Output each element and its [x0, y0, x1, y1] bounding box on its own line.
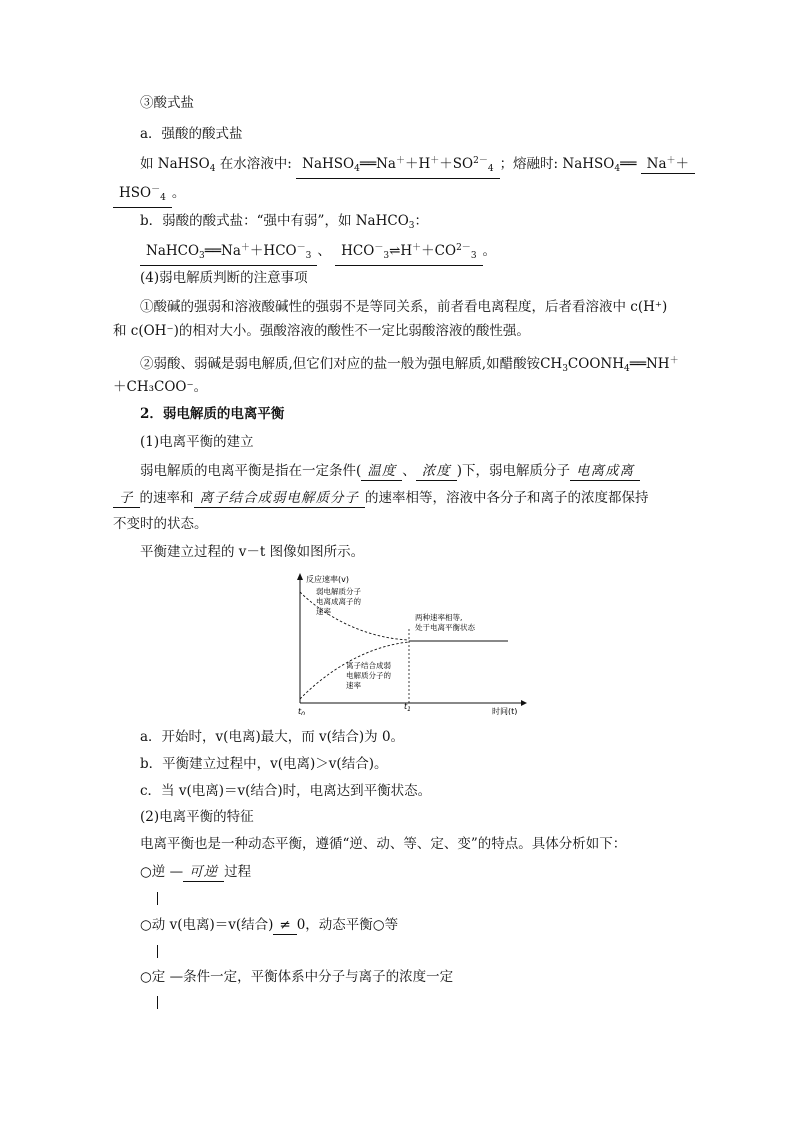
equation-hso4-line: $HSO^-_4$ 。	[113, 182, 185, 208]
subheading-features: (2)电离平衡的特征	[140, 809, 254, 825]
paragraph-chart-intro: 平衡建立过程的 v－t 图像如图所示。	[140, 544, 365, 560]
annotation-ionization-1: 弱电解质分子	[316, 587, 361, 596]
paragraph-definition-line1: 弱电解质的电离平衡是指在一定条件( 温度 、 浓度 )下，弱电解质分子 电离成离	[140, 461, 640, 481]
annotation-ionization-3: 速率	[316, 607, 331, 616]
paragraph-note1-line1: ①酸碱的强弱和溶液酸碱性的强弱不是等同关系，前者看电离程度，后者看溶液中 c(H⁺)	[140, 299, 668, 315]
paragraph-note2-line2: ＋CH₃COO⁻。	[113, 379, 208, 395]
answer-blank-ionize-cont: 子	[113, 490, 140, 508]
paragraph-definition-line3: 不变时的状态。	[113, 516, 208, 532]
point-c: c．当 v(电离)＝v(结合)时，电离达到平衡状态。	[140, 783, 432, 799]
tick-t1: $t_1$	[404, 702, 411, 713]
connector-1	[157, 892, 158, 905]
answer-blank-reversible: 可逆	[183, 864, 224, 882]
equation-nahco3: $NaHCO_3══Na^++HCO^-_3$ 、 $HCO^-_3\rightleftharpoons H^++CO^{2-}_3$ 。	[140, 240, 496, 266]
annotation-ionization-2: 电离成离子的	[316, 597, 361, 606]
annotation-equal-2: 处于电离平衡状态	[415, 623, 475, 632]
y-axis-arrow	[297, 573, 303, 580]
item-weak-acid-salt: b．弱酸的酸式盐：“强中有弱”，如 NaHCO$_3$：	[140, 213, 429, 231]
answer-blank-1: $NaHSO_4══Na^++H^++SO^{2-}_4$	[296, 153, 499, 179]
answer-blank-2: Na＋＋	[641, 153, 695, 174]
equation-nahso4: 如 NaHSO$_4$ 在水溶液中: $NaHSO_4══Na^++H^++SO^{2-}_4$ ；熔融时: NaHSO$_4$══ Na＋＋	[140, 153, 695, 179]
section-heading-2: 2．弱电解质的电离平衡	[140, 406, 285, 422]
item-strong-acid-salt: a．强酸的酸式盐	[140, 126, 243, 142]
paragraph-note1-line2: 和 c(OH⁻)的相对大小。强酸溶液的酸性不一定比弱酸溶液的酸性强。	[113, 323, 530, 339]
answer-blank-combine: 离子结合成弱电解质分子	[194, 490, 366, 508]
answer-blank-3: $HSO^-_4$	[113, 182, 172, 208]
annotation-combine-3: 速率	[346, 681, 361, 690]
x-axis-arrow	[521, 700, 527, 706]
tick-t0: $t_0$	[298, 707, 305, 715]
heading-acid-salt: ③酸式盐	[140, 95, 194, 111]
connector-3	[157, 996, 158, 1009]
point-a: a．开始时，v(电离)最大，而 v(结合)为 0。	[140, 729, 405, 745]
annotation-equal-1: 两种速率相等,	[415, 613, 463, 622]
subheading-establish: (1)电离平衡的建立	[140, 434, 254, 450]
answer-blank-4: $NaHCO_3══Na^++HCO^-_3$	[140, 240, 317, 266]
paragraph-features: 电离平衡也是一种动态平衡，遵循“逆、动、等、定、变”的特点。具体分析如下：	[140, 836, 627, 852]
point-b: b．平衡建立过程中，v(电离)＞v(结合)。	[140, 756, 388, 772]
x-axis-label: 时间(t)	[492, 707, 518, 715]
annotation-combine-2: 电解质分子的	[346, 671, 391, 680]
feature-fixed: ○定 —条件一定，平衡体系中分子与离子的浓度一定	[140, 969, 454, 985]
feature-reversible: ○逆 — 可逆 过程	[140, 864, 252, 880]
answer-blank-conc: 浓度	[416, 463, 457, 481]
answer-blank-ionize: 电离成离	[570, 463, 640, 481]
answer-blank-5: $HCO^-_3\rightleftharpoons H^++CO^{2-}_3$	[335, 240, 482, 266]
heading-notes: (4)弱电解质判断的注意事项	[140, 270, 308, 286]
answer-blank-neq: ≠	[273, 917, 296, 935]
paragraph-definition-line2: 子 的速率和 离子结合成弱电解质分子 的速率相等，溶液中各分子和离子的浓度都保持	[113, 488, 649, 508]
rate-time-chart	[278, 570, 528, 715]
y-axis-label: 反应速率(v)	[306, 575, 349, 584]
feature-dynamic: ○动 v(电离)＝v(结合) ≠ 0，动态平衡○等	[140, 917, 399, 933]
annotation-combine-1: 离子结合成弱	[346, 661, 391, 670]
answer-blank-temp: 温度	[361, 463, 402, 481]
paragraph-note2-line1: ②弱酸、弱碱是弱电解质,但它们对应的盐一般为强电解质,如醋酸铵$CH_3COONH_4══NH^+$	[140, 356, 679, 374]
connector-2	[157, 945, 158, 958]
